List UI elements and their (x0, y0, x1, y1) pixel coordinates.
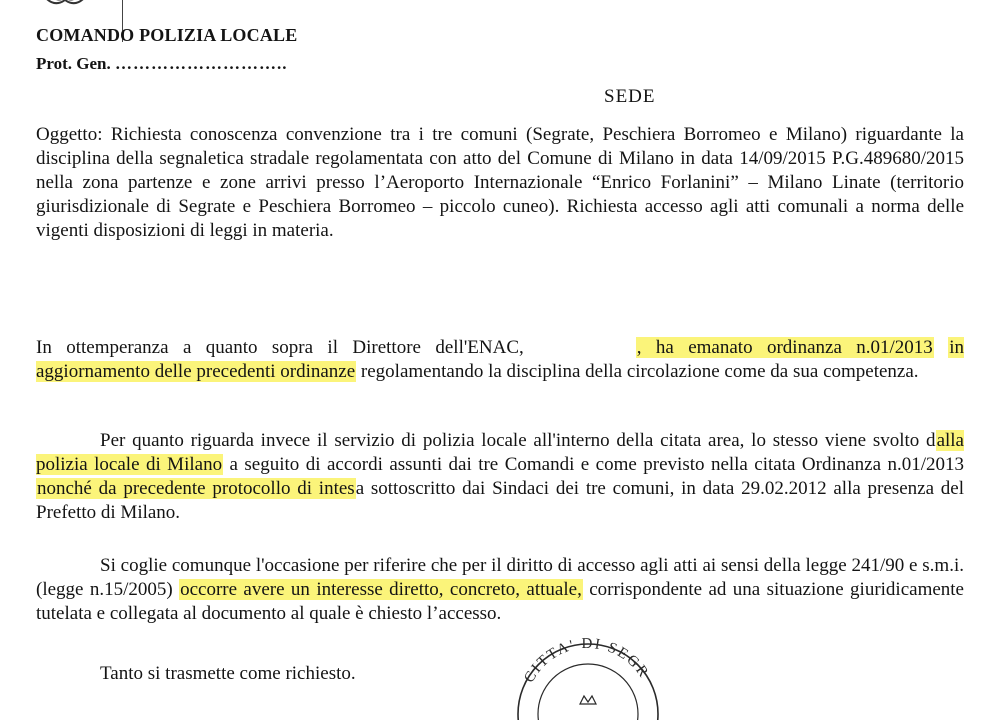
p3-text-c: corrispondente ad una situazione giuridicamente tutelata e collegata al documento al quale è chiesto l’accesso. (36, 579, 964, 624)
emblem-fragment (40, 0, 90, 10)
subject-paragraph: Oggetto: Richiesta conoscenza convenzione tra i tre comuni (Segrate, Peschiera Borromeo e Milano) riguardante la disciplina della segnaletica stradale regolamentata con atto del Comune di Milano in data 14/09/2015 P.G.489680/2015 nella zona partenze e zone arrivi presso l’Aeroporto Internazionale “Enrico Forlanini” – Milano Linate (territorio giurisdizionale di Segrate e Peschiera Borromeo – piccolo cuneo). Richiesta accesso agli atti comunali a norma delle vigenti disposizioni di leggi in materia. (36, 124, 964, 241)
paragraph-accesso (36, 554, 964, 626)
recipient-sede: SEDE (604, 86, 656, 107)
p2-highlight-polizia-milano: alla polizia locale di Milano (36, 430, 964, 475)
stamp-text: CITTA' DI SEGR (521, 636, 653, 686)
paragraph-polizia (36, 429, 964, 525)
p3-text-a: Si coglie comunque l'occasione per riferire che per il diritto di accesso agli atti ai sensi della legge 241/90 e s.m.i. (legge n.15/2005) (36, 555, 964, 600)
p1-text-d: regolamentando la disciplina della circolazione come da sua competenza. (356, 361, 919, 382)
p2-text-c: a seguito di accordi assunti dai tre Comandi e come previsto nella citata Ordinanza n.01/2013 (223, 454, 964, 475)
closing-line: Tanto si trasmette come richiesto. (100, 663, 356, 684)
city-seal-stamp (504, 630, 664, 720)
p3-highlight-interesse: occorre avere un interesse diretto, concreto, attuale, (180, 579, 582, 600)
p2-text-e: a sottoscritto dai Sindaci dei tre comuni, in data 29.02.2012 alla presenza del Prefetto di Milano. (36, 478, 964, 523)
p2-highlight-protocollo: nonché da precedente protocollo di intes (37, 478, 355, 499)
p2-text-a: Per quanto riguarda invece il servizio di polizia locale all'interno della citata area, lo stesso viene svolto d (100, 430, 936, 451)
header-title: COMANDO POLIZIA LOCALE (36, 25, 298, 45)
p1-highlight-aggiornamento: in aggiornamento delle precedenti ordinanze (36, 337, 964, 382)
protocol-dots: ……………………….. (115, 54, 288, 73)
svg-text:CITTA' DI SEGR (521, 636, 652, 686)
protocol-label: Prot. Gen. (36, 54, 111, 73)
protocol-line (36, 54, 288, 74)
p1-highlight-ordinanza: , ha emanato ordinanza n.01/2013 (636, 337, 933, 358)
paragraph-enac (36, 336, 964, 384)
p1-text-a: In ottemperanza a quanto sopra il Direttore dell'ENAC, (36, 337, 524, 358)
